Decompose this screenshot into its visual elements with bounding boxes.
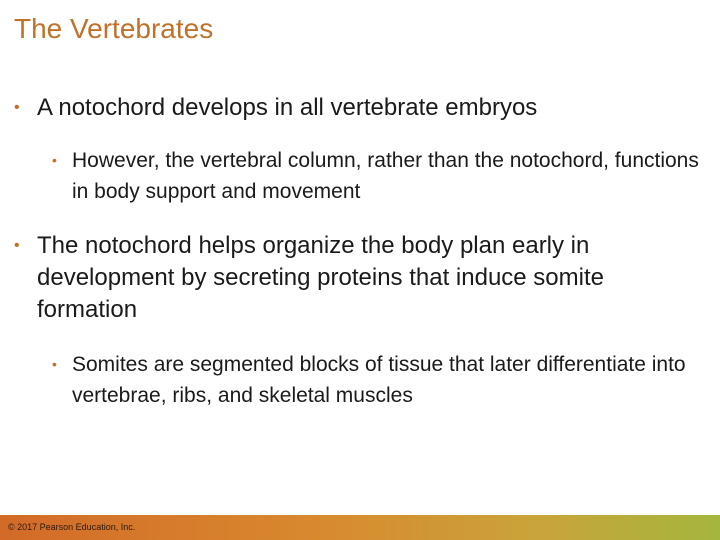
slide-title: The Vertebrates bbox=[14, 13, 214, 44]
sub-bullet-somites bbox=[52, 349, 712, 411]
sub-bullet-text: However, the vertebral column, rather than the notochord, functions in body support and movement bbox=[72, 149, 699, 203]
bullet-dot-icon: • bbox=[14, 237, 20, 254]
sub-bullet-text: Somites are segmented blocks of tissue that later differentiate into vertebrae, ribs, and skeletal muscles bbox=[72, 353, 686, 407]
bullet-notochord-develops bbox=[14, 92, 704, 124]
sub-bullet-vertebral-column bbox=[52, 145, 712, 207]
bullet-dot-icon: • bbox=[14, 99, 20, 116]
bullet-dot-icon: • bbox=[52, 356, 57, 372]
bullet-text: A notochord develops in all vertebrate embryos bbox=[37, 94, 538, 121]
copyright-notice: © 2017 Pearson Education, Inc. bbox=[8, 522, 136, 532]
bullet-dot-icon: • bbox=[52, 152, 57, 168]
bullet-text: The notochord helps organize the body plan early in development by secreting proteins that induce somite formation bbox=[37, 232, 604, 323]
bullet-notochord-organizes bbox=[14, 230, 704, 326]
